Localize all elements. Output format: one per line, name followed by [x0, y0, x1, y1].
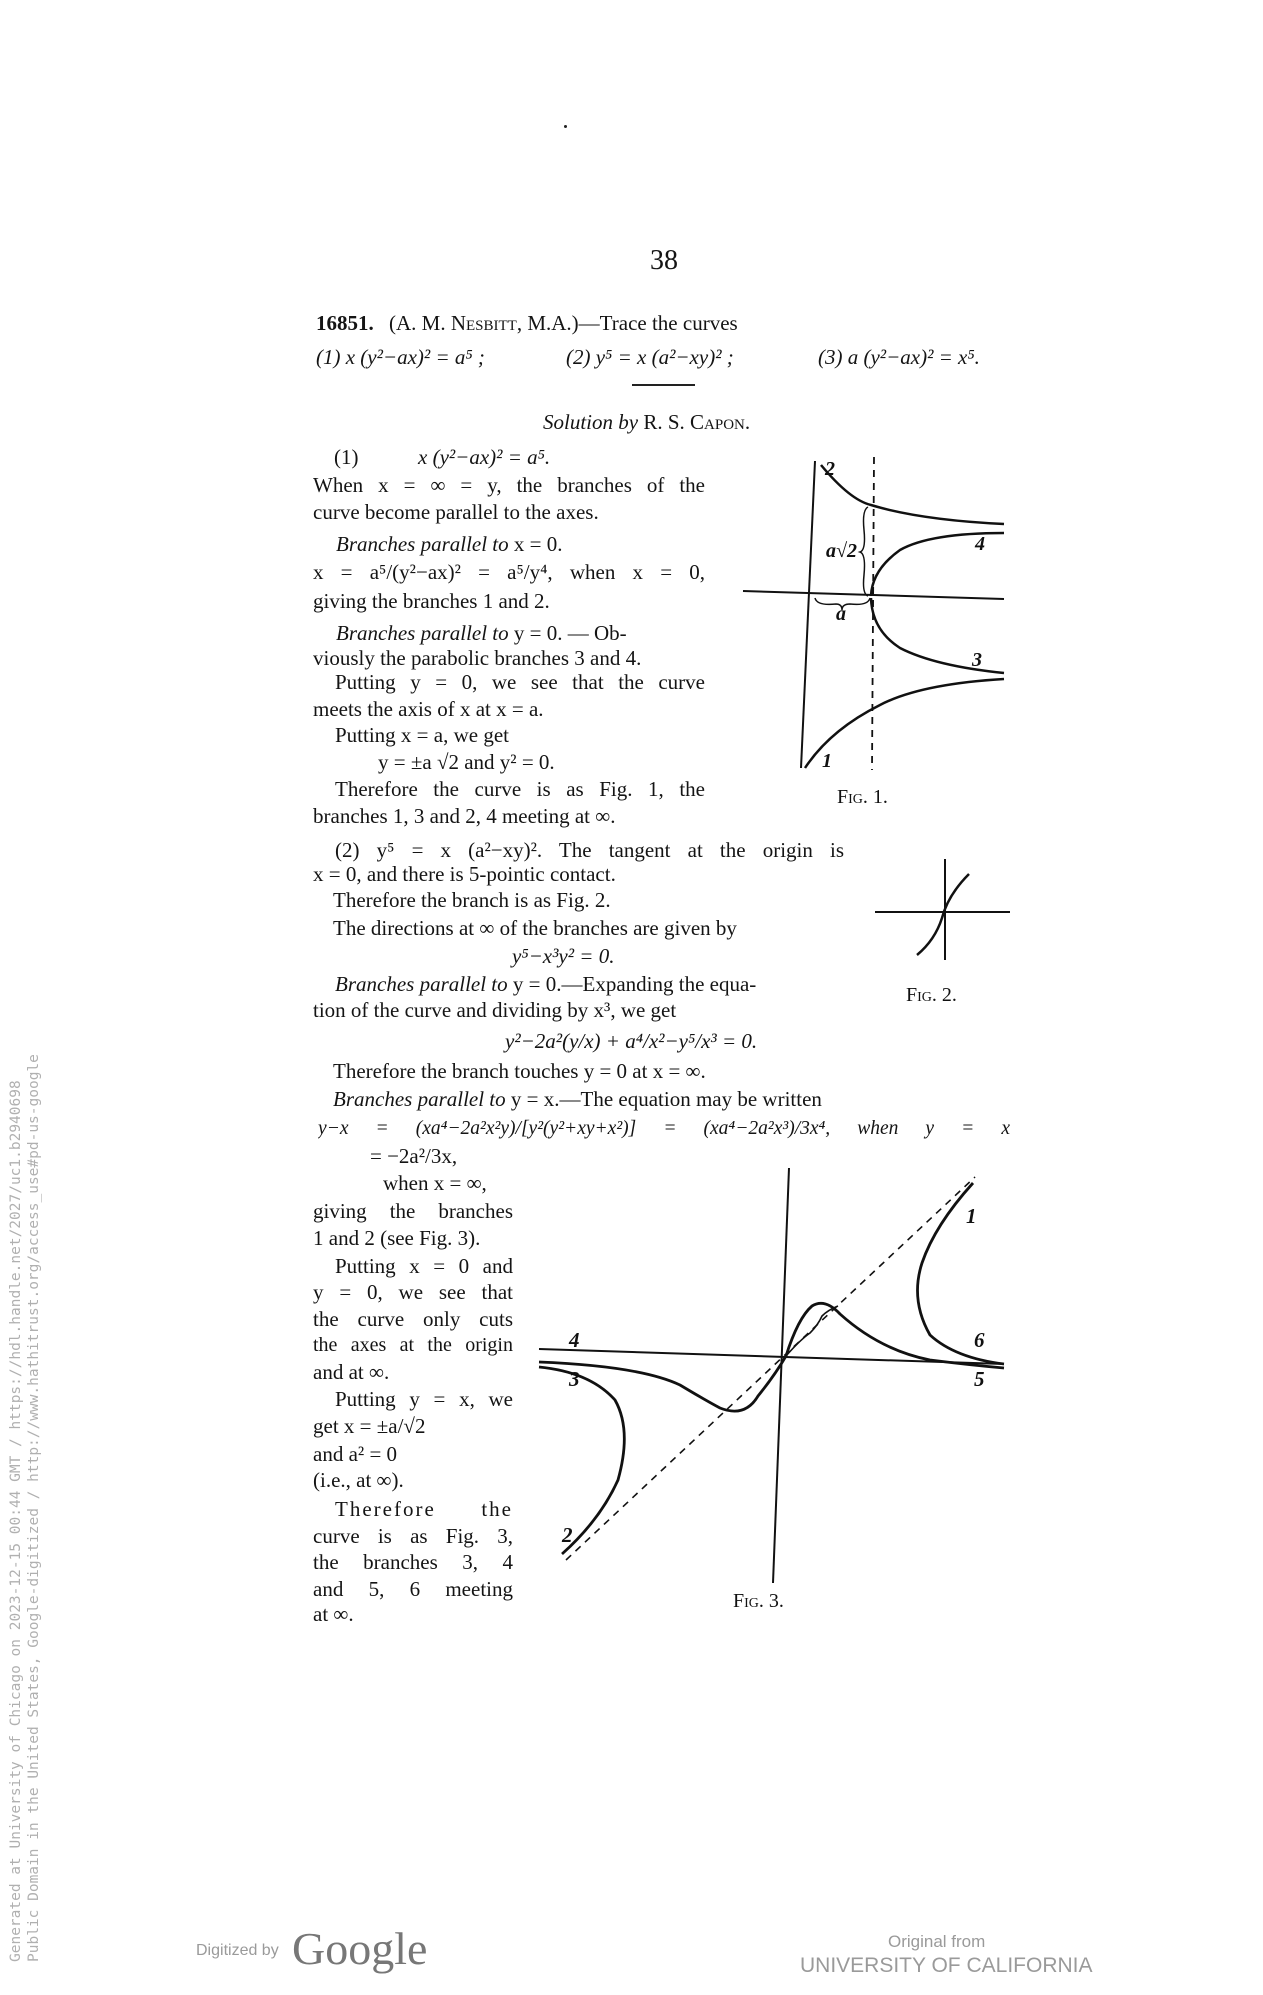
fig3-label-1: 1: [966, 1204, 977, 1228]
solver-name: Capon.: [690, 410, 751, 434]
text-line: x = a⁵/(y²−ax)² = a⁵/y⁴, when x = 0,: [313, 560, 705, 584]
original-from-label: Original from: [888, 1932, 986, 1951]
text-line: and 5, 6 meeting: [313, 1577, 513, 1601]
text-line: y⁵−x³y² = 0.: [512, 944, 615, 968]
figure-1: [743, 457, 1004, 808]
fig1-branch-3: [871, 598, 1004, 673]
text-line: the branches 3, 4: [313, 1550, 513, 1574]
equation-3: (3) a (y²−ax)² = x⁵.: [818, 345, 980, 369]
watermark-line-2: Public Domain in the United States, Google-digitized / http://www.hathitrust.org/access_use#pd-us-google: [26, 1054, 42, 1962]
fig3-caption: Fig. 3.: [733, 1590, 784, 1612]
text-line: The directions at ∞ of the branches are given by: [333, 916, 737, 940]
page-number: 38: [650, 245, 678, 276]
text-line: (2) y⁵ = x (a²−xy)². The tangent at the origin is: [335, 838, 844, 862]
text-line: Putting y = 0, we see that the curve: [335, 670, 705, 694]
text-line: x (y²−ax)² = a⁵.: [418, 445, 551, 469]
fig1-branch-2: [821, 465, 1004, 524]
fig1-label-a-sqrt2: a√2: [826, 540, 857, 562]
fig3-branch-2: [539, 1367, 624, 1554]
fig1-label-1: 1: [822, 750, 832, 772]
author-name: Nesbitt: [450, 311, 517, 335]
italic-lead: Branches parallel to: [335, 972, 508, 996]
equation-2: (2) y⁵ = x (a²−xy)² ;: [566, 345, 734, 369]
text-line: tion of the curve and dividing by x³, we get: [313, 998, 677, 1022]
italic-lead: Branches parallel to: [333, 1087, 506, 1111]
figure-2: [875, 859, 1010, 1006]
author-close: , M.A.)—Trace the curves: [516, 311, 738, 335]
text-line: get x = ±a/√2: [313, 1414, 426, 1438]
text-line: and a² = 0: [313, 1442, 398, 1466]
author-open: (A. M.: [389, 311, 451, 335]
text-line: Therefore the branch touches y = 0 at x = ∞.: [333, 1059, 706, 1083]
fig1-branch-1: [805, 679, 1004, 768]
equation-1: (1) x (y²−ax)² = a⁵ ;: [316, 345, 485, 369]
fig1-caption: Fig. 1.: [837, 786, 888, 808]
fig1-label-2: 2: [825, 458, 835, 480]
fig2-curve: [917, 874, 969, 955]
fig1-label-a: a: [836, 603, 846, 625]
italic-lead: Branches parallel to: [336, 532, 509, 556]
fig3-label-3: 3: [569, 1367, 580, 1391]
fig3-y-axis: [773, 1168, 789, 1583]
digitized-by-label: Digitized by: [196, 1942, 279, 1959]
fig3-branch-1: [918, 1183, 1005, 1364]
fig3-label-5: 5: [974, 1367, 985, 1391]
watermark-line-1: Generated at University of Chicago on 2023-12-15 00:44 GMT / https://hdl.handle.net/2027/uc1.b2940698: [8, 1080, 24, 1962]
line-rest: y = x.—The equation may be written: [505, 1087, 822, 1111]
fig3-label-6: 6: [974, 1328, 985, 1352]
italic-lead: Branches parallel to: [336, 621, 509, 645]
text-line: and at ∞.: [313, 1360, 390, 1384]
text-line: giving the branches 1 and 2.: [313, 589, 550, 613]
fig1-label-3: 3: [972, 649, 982, 671]
solution-by-label: Solution by: [543, 410, 639, 434]
text-line: Putting x = a, we get: [335, 723, 509, 747]
text-line: y = ±a √2 and y² = 0.: [378, 750, 555, 774]
text-line: the curve only cuts: [313, 1307, 513, 1331]
text-line: x = 0, and there is 5-pointic contact.: [313, 862, 616, 886]
text-line: Putting x = 0 and: [335, 1254, 513, 1278]
text-line: giving the branches: [313, 1199, 513, 1223]
solver-initials: R. S.: [643, 410, 691, 434]
text-line: 1 and 2 (see Fig. 3).: [313, 1226, 481, 1250]
text-line: Therefore the curve is as Fig. 1, the: [335, 777, 705, 801]
text-line: (i.e., at ∞).: [313, 1468, 404, 1492]
text-line: (1): [334, 445, 359, 469]
text-line: at ∞.: [313, 1602, 354, 1626]
google-logo: Google: [292, 1923, 428, 1974]
text-line: = −2a²/3x,: [370, 1144, 458, 1168]
text-line: curve is as Fig. 3,: [313, 1524, 513, 1548]
problem-number: 16851.: [316, 311, 374, 335]
fig1-y-axis: [801, 461, 815, 768]
line-rest: y = 0. — Ob-: [508, 621, 627, 645]
fig2-caption: Fig. 2.: [906, 984, 957, 1006]
text-line: Therefore the branch is as Fig. 2.: [333, 888, 611, 912]
line-rest: x = 0.: [508, 532, 563, 556]
text-line: branches 1, 3 and 2, 4 meeting at ∞.: [313, 804, 616, 828]
text-line: Putting y = x, we: [335, 1387, 513, 1411]
fig3-loop: [786, 1306, 838, 1356]
institution-label: UNIVERSITY OF CALIFORNIA: [800, 1954, 1093, 1977]
fig1-label-4: 4: [975, 533, 985, 555]
figure-3: [539, 1168, 1004, 1612]
text-line: y−x = (xa⁴−2a²x²y)/[y²(y²+xy+x²)] = (xa⁴−2a²x³)/3x⁴, when y = x: [318, 1118, 1010, 1139]
text-line: Therefore the: [335, 1497, 513, 1521]
text-line: viously the parabolic branches 3 and 4.: [313, 646, 642, 670]
text-line: the axes at the origin: [313, 1334, 513, 1356]
text-line: When x = ∞ = y, the branches of the: [313, 473, 705, 497]
text-line: y = 0, we see that: [313, 1280, 513, 1304]
text-line: when x = ∞,: [383, 1171, 487, 1195]
fig3-label-2: 2: [562, 1523, 573, 1547]
fig3-label-4: 4: [569, 1328, 580, 1352]
fig1-brace-vertical: [860, 507, 868, 596]
text-line: y²−2a²(y/x) + a⁴/x²−y⁵/x³ = 0.: [505, 1029, 758, 1053]
line-rest: y = 0.—Expanding the equa-: [507, 972, 757, 996]
text-line: curve become parallel to the axes.: [313, 500, 599, 524]
text-line: meets the axis of x at x = a.: [313, 697, 544, 721]
fig3-asymptote: [566, 1177, 975, 1560]
